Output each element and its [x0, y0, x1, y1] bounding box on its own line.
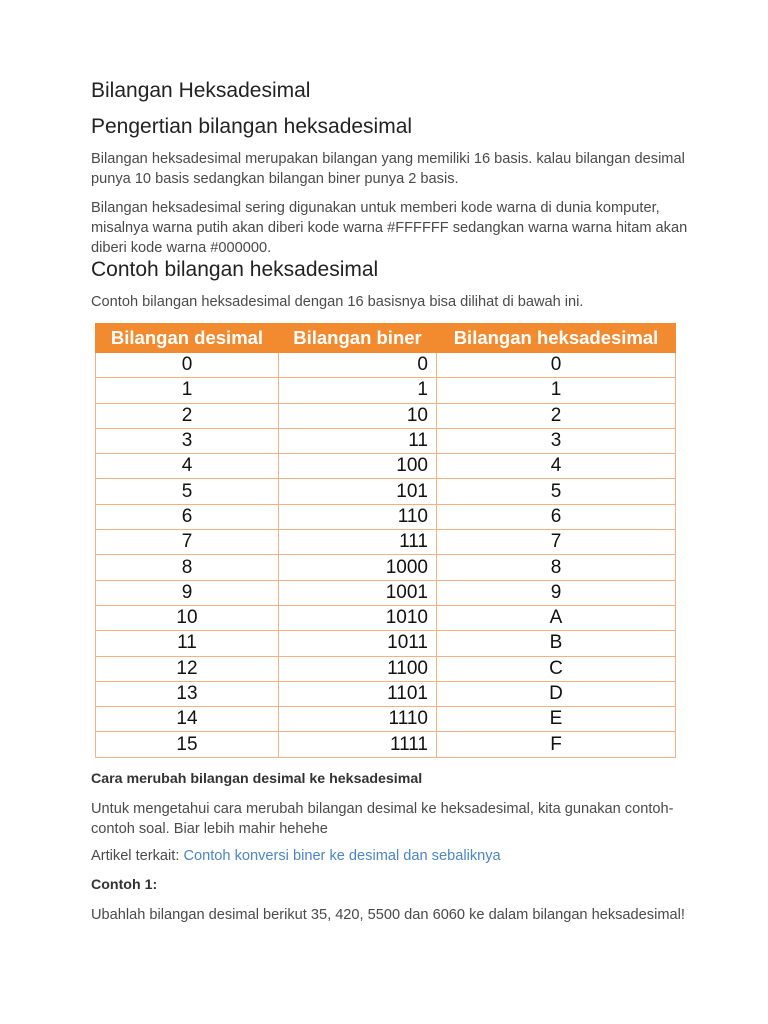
table-row	[96, 555, 676, 580]
table-row	[96, 656, 676, 681]
table-row	[96, 378, 676, 403]
cell-binary: 1110	[279, 707, 437, 732]
cell-binary: 1101	[279, 681, 437, 706]
header-hexadecimal: Bilangan heksadesimal	[437, 324, 676, 353]
cell-decimal: 15	[96, 732, 279, 757]
table-row	[96, 580, 676, 605]
section-heading-pengertian: Pengertian bilangan heksadesimal	[91, 115, 413, 138]
cell-binary: 1000	[279, 555, 437, 580]
cell-decimal: 0	[96, 353, 279, 378]
header-binary: Bilangan biner	[279, 324, 437, 353]
cell-binary: 11	[279, 428, 437, 453]
cell-decimal: 13	[96, 681, 279, 706]
cell-binary: 1001	[279, 580, 437, 605]
cell-hexadecimal: 2	[437, 403, 676, 428]
cell-decimal: 12	[96, 656, 279, 681]
example-heading: Contoh 1:	[91, 877, 158, 893]
cell-hexadecimal: D	[437, 681, 676, 706]
cell-decimal: 2	[96, 403, 279, 428]
cell-binary: 100	[279, 454, 437, 479]
cell-binary: 101	[279, 479, 437, 504]
cell-binary: 1011	[279, 631, 437, 656]
cell-decimal: 8	[96, 555, 279, 580]
section-heading-contoh: Contoh bilangan heksadesimal	[91, 258, 379, 281]
table-row	[96, 353, 676, 378]
cell-hexadecimal: 5	[437, 479, 676, 504]
cell-decimal: 7	[96, 530, 279, 555]
section-heading-cara: Cara merubah bilangan desimal ke heksadesimal	[91, 771, 423, 787]
table-row	[96, 403, 676, 428]
table-row	[96, 428, 676, 453]
cell-decimal: 1	[96, 378, 279, 403]
table-body	[96, 353, 676, 758]
table-row	[96, 732, 676, 757]
cell-hexadecimal: 3	[437, 428, 676, 453]
cell-decimal: 6	[96, 504, 279, 529]
table-row	[96, 454, 676, 479]
page-title: Bilangan Heksadesimal	[91, 79, 311, 102]
paragraph-example-intro: Contoh bilangan heksadesimal dengan 16 basisnya bisa dilihat di bawah ini.	[91, 294, 584, 310]
cell-decimal: 3	[96, 428, 279, 453]
table-row	[96, 681, 676, 706]
cell-hexadecimal: 8	[437, 555, 676, 580]
cell-hexadecimal: 4	[437, 454, 676, 479]
table-row	[96, 479, 676, 504]
paragraph-color-codes: Bilangan heksadesimal sering digunakan untuk memberi kode warna di dunia komputer, misalnya warna putih akan diberi kode warna #FFFFFF sedangkan warna warna hitam akan diberi kode warna #000000.	[91, 200, 688, 256]
cell-decimal: 14	[96, 707, 279, 732]
cell-hexadecimal: 6	[437, 504, 676, 529]
conversion-table	[95, 323, 676, 758]
cell-decimal: 9	[96, 580, 279, 605]
cell-binary: 111	[279, 530, 437, 555]
cell-binary: 1	[279, 378, 437, 403]
cell-hexadecimal: B	[437, 631, 676, 656]
cell-binary: 110	[279, 504, 437, 529]
paragraph-definition: Bilangan heksadesimal merupakan bilangan yang memiliki 16 basis. kalau bilangan desimal punya 10 basis sedangkan bilangan biner punya 2 basis.	[91, 151, 685, 187]
example-question: Ubahlah bilangan desimal berikut 35, 420, 5500 dan 6060 ke dalam bilangan heksadesimal!	[91, 907, 685, 923]
table-row	[96, 707, 676, 732]
cell-hexadecimal: C	[437, 656, 676, 681]
cell-decimal: 11	[96, 631, 279, 656]
cell-decimal: 10	[96, 605, 279, 630]
table-header-row	[96, 324, 676, 353]
paragraph-method: Untuk mengetahui cara merubah bilangan desimal ke heksadesimal, kita gunakan contoh-contoh soal. Biar lebih mahir hehehe	[91, 801, 674, 837]
cell-binary: 1111	[279, 732, 437, 757]
cell-hexadecimal: F	[437, 732, 676, 757]
cell-decimal: 4	[96, 454, 279, 479]
cell-decimal: 5	[96, 479, 279, 504]
cell-hexadecimal: 0	[437, 353, 676, 378]
related-article	[91, 846, 691, 866]
cell-hexadecimal: 9	[437, 580, 676, 605]
cell-hexadecimal: E	[437, 707, 676, 732]
cell-binary: 0	[279, 353, 437, 378]
cell-binary: 10	[279, 403, 437, 428]
cell-binary: 1100	[279, 656, 437, 681]
cell-binary: 1010	[279, 605, 437, 630]
cell-hexadecimal: A	[437, 605, 676, 630]
related-label: Artikel terkait:	[91, 848, 184, 864]
cell-hexadecimal: 7	[437, 530, 676, 555]
header-decimal: Bilangan desimal	[96, 324, 279, 353]
table-row	[96, 530, 676, 555]
table-row	[96, 605, 676, 630]
cell-hexadecimal: 1	[437, 378, 676, 403]
table-row	[96, 631, 676, 656]
related-article-link[interactable]: Contoh konversi biner ke desimal dan sebaliknya	[183, 848, 501, 864]
table-row	[96, 504, 676, 529]
